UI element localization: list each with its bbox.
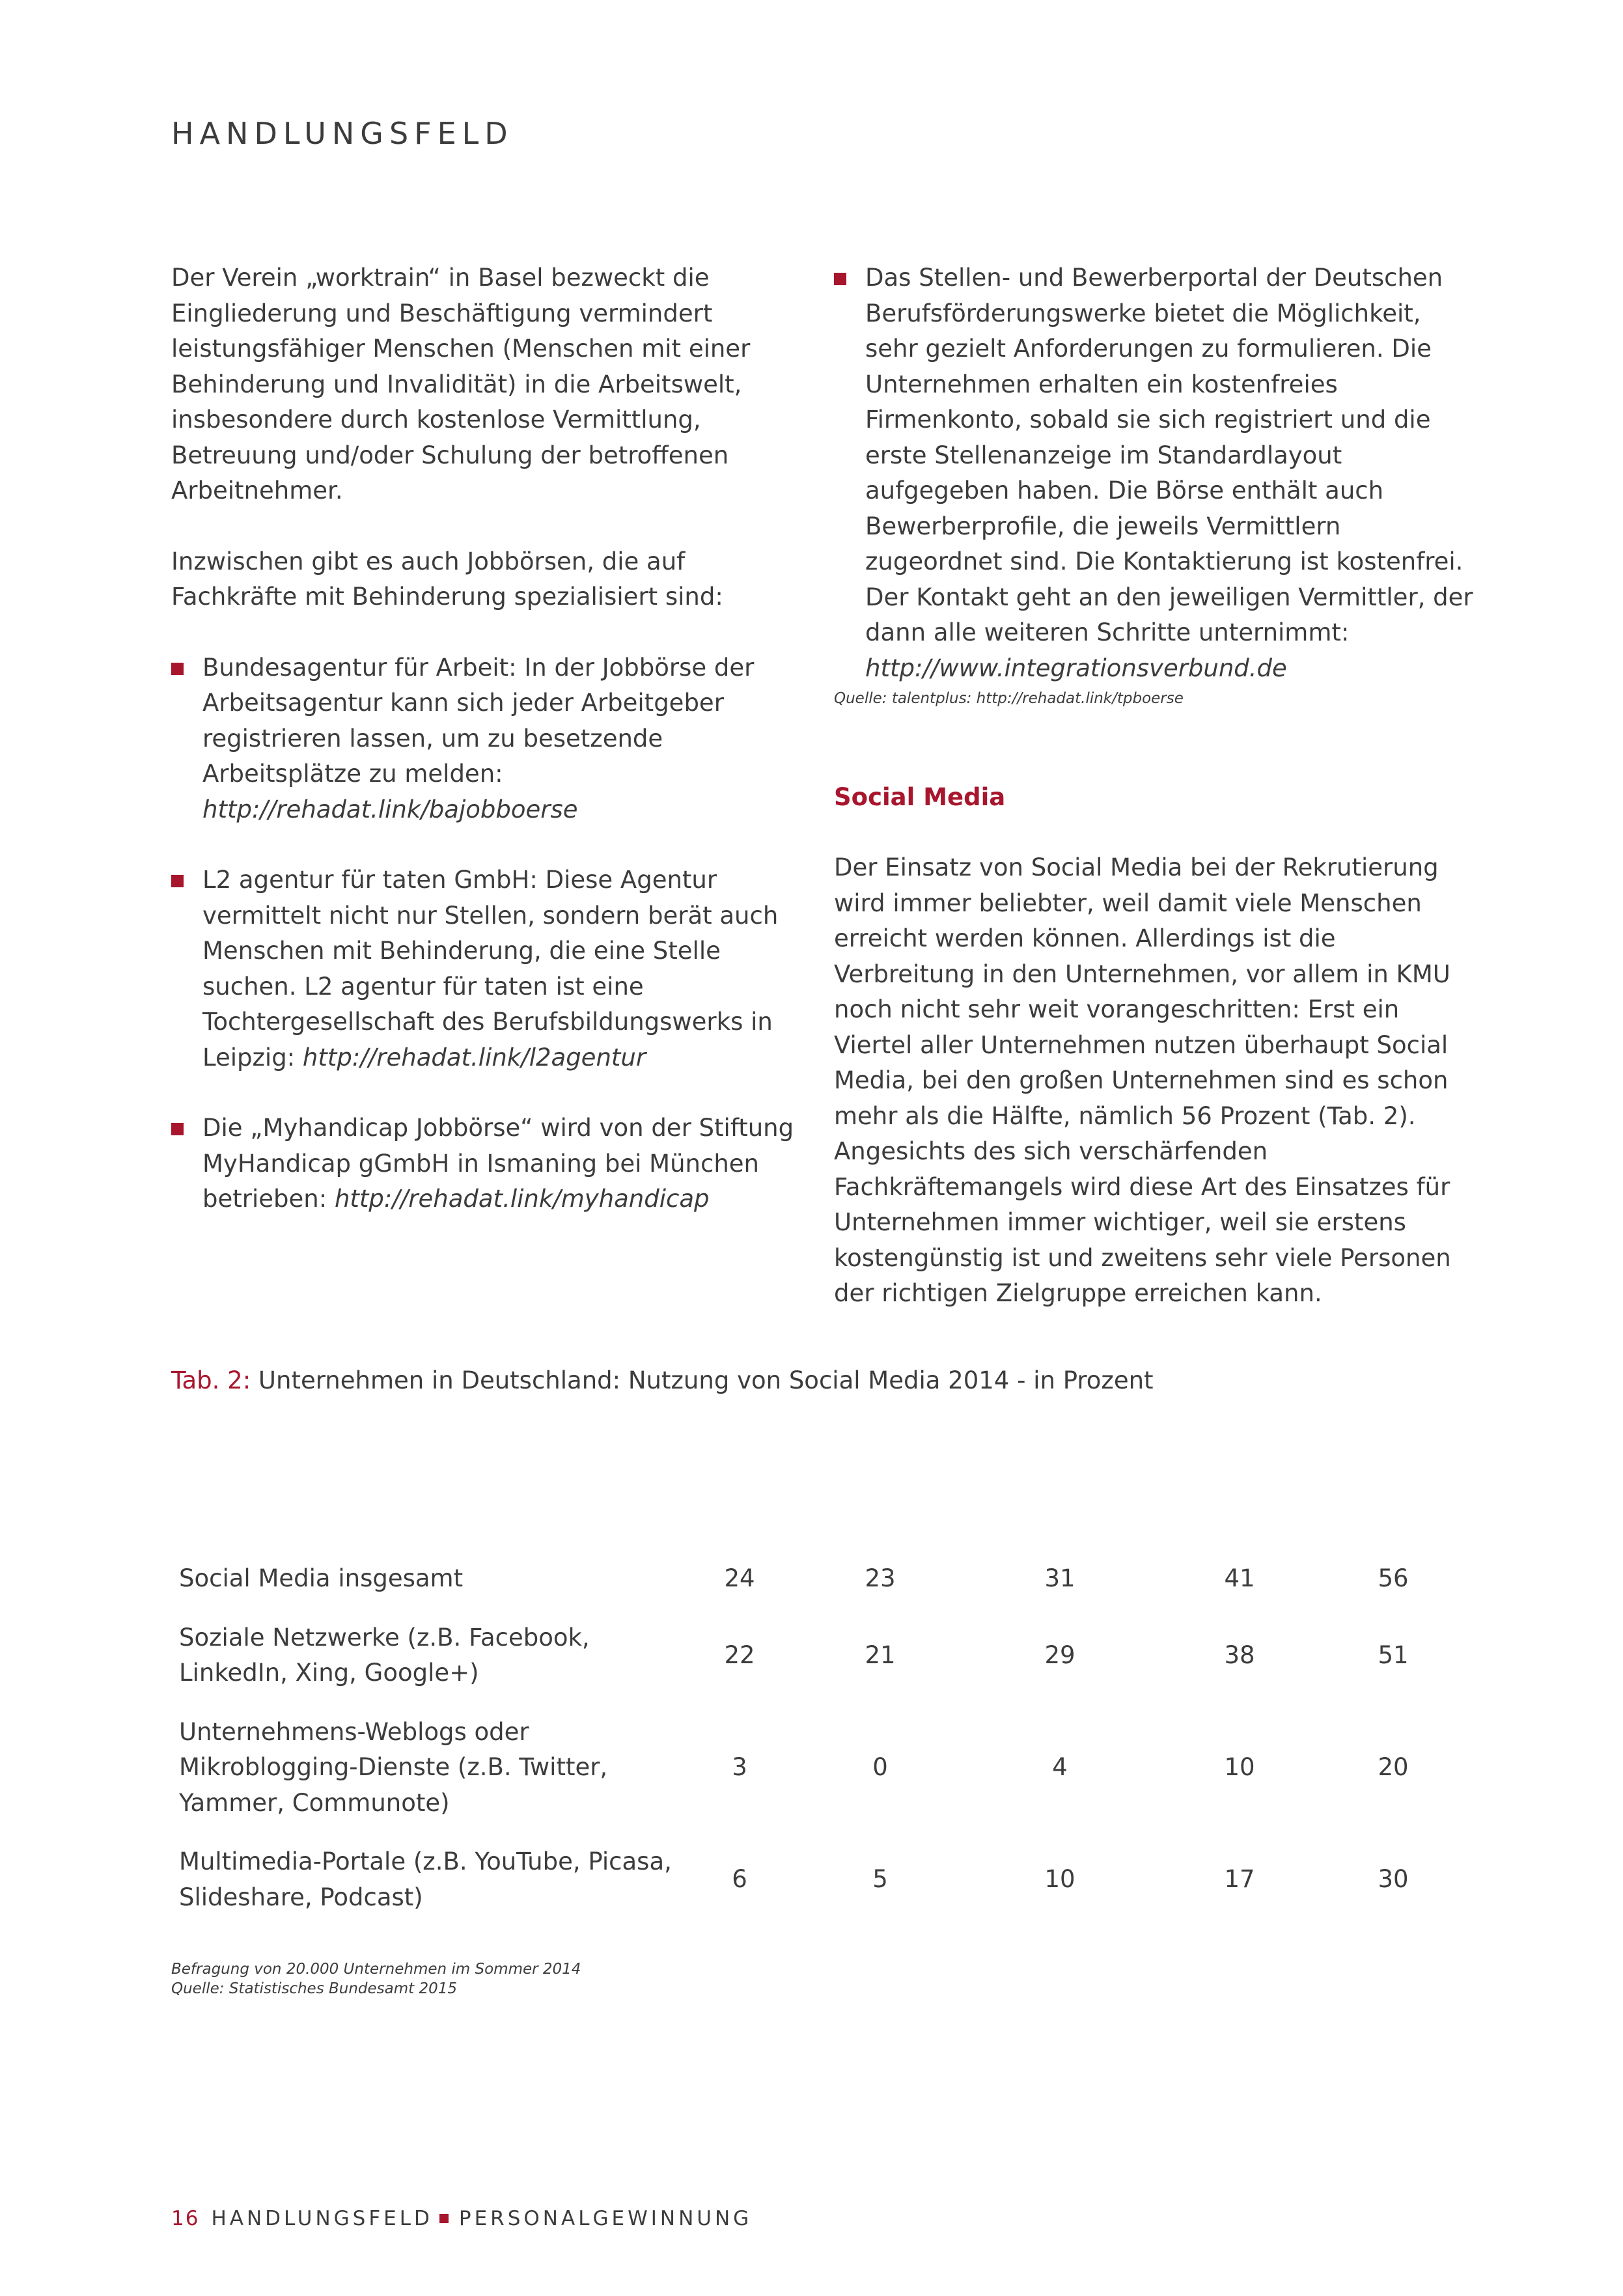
table-cell: 22 bbox=[724, 1640, 755, 1669]
bullet-square-icon bbox=[171, 1123, 184, 1135]
table-row bbox=[171, 1833, 1473, 1927]
section-heading: Social Media bbox=[834, 783, 1006, 811]
portal-list bbox=[834, 260, 1478, 686]
table-cell: 0 bbox=[872, 1753, 888, 1781]
page-footer bbox=[171, 2207, 752, 2230]
table-cell: 29 bbox=[1044, 1640, 1075, 1669]
table-row bbox=[171, 1609, 1473, 1703]
table-caption-label: Tab. 2: bbox=[171, 1366, 251, 1394]
table-cell: 4 bbox=[1052, 1753, 1068, 1781]
row-label: Social Media insgesamt bbox=[179, 1564, 464, 1592]
list-item-text: Das Stellen- und Bewerberportal der Deutschen Berufsförderungswerke bietet die Möglichkeit, sehr gezielt Anforderungen zu formulieren. Die Unternehmen erhalten ein kostenfreies Firmenkonto, sobald sie sich registriert und die erste Stellenanzeige im Standardlayout aufgegeben haben. Die Börse enthält auch Bewerberprofile, die jeweils Vermittlern zugeordnet sind. Die Kontaktierung ist kostenfrei. bbox=[865, 264, 1463, 575]
intro-paragraph: Der Verein „worktrain“ in Basel bezweckt die Eingliederung und Beschäftigung vermindert leistungsfähiger Menschen (Menschen mit einer Behinderung und Invalidität) in die Arbeitswelt, insbesondere durch kostenlose Vermittlung, Betreuung und/oder Schulung der betroffenen Arbeitnehmer. bbox=[171, 264, 751, 505]
table-cell: 21 bbox=[865, 1640, 896, 1669]
table-cell: 17 bbox=[1224, 1865, 1255, 1894]
l2agentur-link[interactable]: http://rehadat.link/l2agentur bbox=[302, 1043, 646, 1072]
right-column bbox=[834, 260, 1478, 1347]
social-media-table bbox=[171, 1549, 1473, 1927]
separator-square-icon bbox=[439, 2214, 449, 2223]
table-row bbox=[171, 1549, 1473, 1609]
table-notes bbox=[171, 1959, 581, 1999]
bajobboerse-link[interactable]: http://rehadat.link/bajobboerse bbox=[202, 795, 578, 823]
row-label: Unternehmens-Weblogs oder Mikroblogging-Dienste (z.B. Twitter, Yammer, Communote) bbox=[179, 1717, 608, 1817]
list-item-text: Bundesagentur für Arbeit: In der Jobbörse der Arbeitsagentur kann sich jeder Arbeitgeber registrieren lassen, um zu besetzende Arbeitsplätze zu melden: bbox=[202, 653, 755, 788]
integrationsverbund-link[interactable]: http://www.integrationsverbund.de bbox=[865, 654, 1287, 682]
list-item bbox=[171, 650, 796, 828]
table-caption bbox=[171, 1363, 1154, 1398]
list-item bbox=[171, 863, 796, 1075]
footer-section: HANDLUNGSFELD bbox=[211, 2207, 433, 2230]
table-source-note: Quelle: Statistisches Bundesamt 2015 bbox=[171, 1980, 458, 1997]
table-cell: 5 bbox=[872, 1865, 888, 1894]
table-cell: 38 bbox=[1224, 1640, 1255, 1669]
table-cell: 24 bbox=[724, 1564, 755, 1592]
table-cell: 10 bbox=[1044, 1865, 1075, 1894]
list-item-text: L2 agentur für taten GmbH: Diese Agentur vermittelt nicht nur Stellen, sondern berät auch Menschen mit Behinderung, die eine Stelle suchen. L2 agentur für taten ist eine Tochtergesellschaft des Berufsbildungswerks in Leipzig: bbox=[202, 866, 779, 1072]
bullet-square-icon bbox=[834, 273, 846, 285]
myhandicap-link[interactable]: http://rehadat.link/myhandicap bbox=[334, 1185, 710, 1213]
row-label: Soziale Netzwerke (z.B. Facebook, LinkedIn, Xing, Google+) bbox=[179, 1623, 590, 1687]
table-caption-text: Unternehmen in Deutschland: Nutzung von Social Media 2014 - in Prozent bbox=[251, 1366, 1154, 1394]
footer-subsection: PERSONALGEWINNUNG bbox=[458, 2207, 753, 2230]
page-number: 16 bbox=[171, 2207, 200, 2230]
bullet-square-icon bbox=[171, 663, 184, 675]
table-cell: 3 bbox=[732, 1753, 747, 1781]
list-item bbox=[171, 1111, 796, 1217]
table-cell: 20 bbox=[1378, 1753, 1409, 1781]
table-cell: 23 bbox=[865, 1564, 896, 1592]
survey-note: Befragung von 20.000 Unternehmen im Sommer 2014 bbox=[171, 1961, 581, 1978]
running-head: HANDLUNGSFELD bbox=[171, 116, 514, 151]
bullet-square-icon bbox=[171, 875, 184, 887]
table-cell: 56 bbox=[1378, 1564, 1409, 1592]
table-row bbox=[171, 1703, 1473, 1833]
jobboard-list bbox=[171, 650, 796, 1217]
table-cell: 31 bbox=[1044, 1564, 1075, 1592]
table-cell: 6 bbox=[732, 1865, 747, 1894]
table-cell: 30 bbox=[1378, 1865, 1409, 1894]
source-note: Quelle: talentplus: http://rehadat.link/tpboerse bbox=[834, 690, 1184, 707]
list-item-text: Die „Myhandicap Jobbörse“ wird von der Stiftung MyHandicap gGmbH in Ismaning bei München betrieben: bbox=[202, 1114, 794, 1213]
left-column bbox=[171, 260, 796, 1252]
table-cell: 10 bbox=[1224, 1753, 1255, 1781]
row-label: Multimedia-Portale (z.B. YouTube, Picasa, Slideshare, Podcast) bbox=[179, 1847, 672, 1911]
jobboards-intro: Inzwischen gibt es auch Jobbörsen, die auf Fachkräfte mit Behinderung spezialisiert sind: bbox=[171, 547, 723, 611]
list-item bbox=[834, 260, 1478, 686]
list-item-text-continued: Der Kontakt geht an den jeweiligen Vermittler, der dann alle weiteren Schritte unternimmt: bbox=[865, 583, 1473, 646]
table-cell: 41 bbox=[1224, 1564, 1255, 1592]
social-media-paragraph: Der Einsatz von Social Media bei der Rekrutierung wird immer beliebter, weil damit viele Menschen erreicht werden können. Allerdings ist die Verbreitung in den Unternehmen, vor allem in KMU noch nicht sehr weit vorangeschritten: Erst ein Viertel aller Unternehmen nutzen überhaupt Social Media, bei den großen Unternehmen sind es schon mehr als die Hälfte, nämlich 56 Prozent (Tab. 2). Angesichts des sich verschärfenden Fachkräftemangels wird diese Art des Einsatzes für Unternehmen immer wichtiger, weil sie erstens kostengünstig ist und zweitens sehr viele Personen der richtigen Zielgruppe erreichen kann. bbox=[834, 853, 1451, 1307]
table-cell: 51 bbox=[1378, 1640, 1409, 1669]
